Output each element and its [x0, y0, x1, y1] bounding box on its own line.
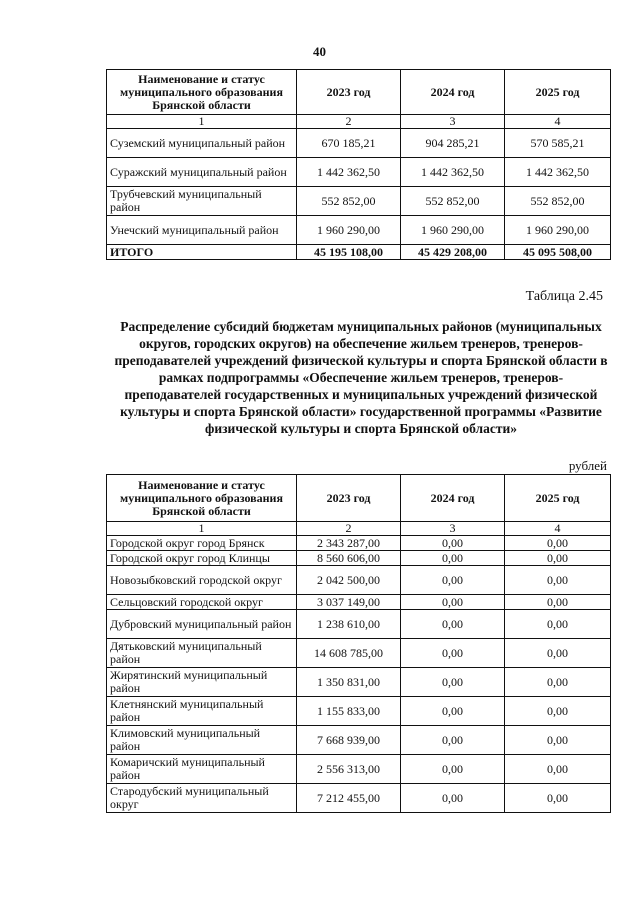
column-header-2024: 2024 год — [401, 475, 505, 522]
total-row — [107, 245, 611, 260]
municipality-cell: Суземский муниципальный район — [107, 129, 297, 158]
table-row — [107, 551, 611, 566]
subsidy-table-2-45 — [106, 474, 611, 813]
table-row — [107, 726, 611, 755]
table-label: Таблица 2.45 — [525, 289, 603, 304]
table-row — [107, 697, 611, 726]
municipality-cell: Дятьковский муниципальный район — [107, 639, 297, 668]
table-row — [107, 595, 611, 610]
amount-2023-cell: 14 608 785,00 — [297, 639, 401, 668]
municipality-cell: Городской округ город Брянск — [107, 536, 297, 551]
amount-2024-cell: 0,00 — [401, 566, 505, 595]
amount-2025-cell: 0,00 — [505, 566, 611, 595]
amount-2025-cell: 0,00 — [505, 668, 611, 697]
table-row — [107, 610, 611, 639]
amount-2023-cell: 552 852,00 — [297, 187, 401, 216]
amount-2024-cell: 0,00 — [401, 784, 505, 813]
page-number: 40 — [313, 44, 326, 59]
amount-2025-cell: 0,00 — [505, 536, 611, 551]
table-row — [107, 566, 611, 595]
amount-2023-cell: 1 238 610,00 — [297, 610, 401, 639]
index-cell: 3 — [401, 522, 505, 536]
municipality-cell: Комаричский муниципальный район — [107, 755, 297, 784]
table-row — [107, 639, 611, 668]
municipality-cell: Унечский муниципальный район — [107, 216, 297, 245]
index-cell: 3 — [401, 115, 505, 129]
subsidy-table-continued — [106, 69, 611, 260]
amount-2024-cell: 0,00 — [401, 551, 505, 566]
amount-2025-cell: 0,00 — [505, 784, 611, 813]
amount-2024-cell: 904 285,21 — [401, 129, 505, 158]
amount-2023-cell: 1 155 833,00 — [297, 697, 401, 726]
amount-2023-cell: 3 037 149,00 — [297, 595, 401, 610]
index-cell: 4 — [505, 115, 611, 129]
amount-2024-cell: 1 960 290,00 — [401, 216, 505, 245]
index-cell: 1 — [107, 115, 297, 129]
index-cell: 2 — [297, 522, 401, 536]
column-header-2025: 2025 год — [505, 70, 611, 115]
table-row — [107, 668, 611, 697]
municipality-cell: Трубчевский муниципальный район — [107, 187, 297, 216]
municipality-cell: Жирятинский муниципальный район — [107, 668, 297, 697]
amount-2024-cell: 0,00 — [401, 668, 505, 697]
municipality-cell: Дубровский муниципальный район — [107, 610, 297, 639]
column-header-municipality: Наименование и статус муниципального образования Брянской области — [107, 70, 297, 115]
column-index-row — [107, 115, 611, 129]
amount-2025-cell: 0,00 — [505, 610, 611, 639]
amount-2023-cell: 1 442 362,50 — [297, 158, 401, 187]
amount-2025-cell: 0,00 — [505, 639, 611, 668]
amount-2023-cell: 8 560 606,00 — [297, 551, 401, 566]
amount-2025-cell: 552 852,00 — [505, 187, 611, 216]
amount-2025-cell: 1 442 362,50 — [505, 158, 611, 187]
municipality-cell: Суражский муниципальный район — [107, 158, 297, 187]
index-cell: 1 — [107, 522, 297, 536]
total-2023-cell: 45 195 108,00 — [297, 245, 401, 260]
municipality-cell: Городской округ город Клинцы — [107, 551, 297, 566]
municipality-cell: Сельцовский городской округ — [107, 595, 297, 610]
municipality-cell: Стародубский муниципальный округ — [107, 784, 297, 813]
table-row — [107, 536, 611, 551]
amount-2025-cell: 0,00 — [505, 551, 611, 566]
amount-2023-cell: 1 960 290,00 — [297, 216, 401, 245]
index-cell: 2 — [297, 115, 401, 129]
amount-2023-cell: 7 668 939,00 — [297, 726, 401, 755]
table-row — [107, 755, 611, 784]
column-header-2024: 2024 год — [401, 70, 505, 115]
municipality-cell: Климовский муниципальный район — [107, 726, 297, 755]
total-2025-cell: 45 095 508,00 — [505, 245, 611, 260]
table-row — [107, 129, 611, 158]
table-row — [107, 158, 611, 187]
amount-2023-cell: 1 350 831,00 — [297, 668, 401, 697]
units-label: рублей — [568, 458, 607, 473]
amount-2023-cell: 670 185,21 — [297, 129, 401, 158]
column-header-2025: 2025 год — [505, 475, 611, 522]
table-row — [107, 187, 611, 216]
column-index-row — [107, 522, 611, 536]
amount-2023-cell: 2 556 313,00 — [297, 755, 401, 784]
amount-2024-cell: 0,00 — [401, 755, 505, 784]
amount-2024-cell: 0,00 — [401, 536, 505, 551]
index-cell: 4 — [505, 522, 611, 536]
table-heading: Распределение субсидий бюджетам муниципальных районов (муниципальных округов, городских округов) на обеспечение жильем тренеров, тренеров-преподавателей учреждений физической культуры и спорта Брянской области в рамках подпрограммы «Обеспечение жильем тренеров, тренеров-преподавателей государственных и муниципальных учреждений физической культуры и спорта Брянской области» государственной программы «Развитие физической культуры и спорта Брянской области» — [114, 319, 608, 436]
column-header-2023: 2023 год — [297, 475, 401, 522]
amount-2023-cell: 7 212 455,00 — [297, 784, 401, 813]
table-row — [107, 784, 611, 813]
total-label: ИТОГО — [107, 245, 297, 260]
column-header-2023: 2023 год — [297, 70, 401, 115]
amount-2024-cell: 0,00 — [401, 595, 505, 610]
municipality-cell: Новозыбковский городской округ — [107, 566, 297, 595]
amount-2025-cell: 0,00 — [505, 595, 611, 610]
amount-2023-cell: 2 042 500,00 — [297, 566, 401, 595]
amount-2025-cell: 0,00 — [505, 755, 611, 784]
table-row — [107, 216, 611, 245]
amount-2023-cell: 2 343 287,00 — [297, 536, 401, 551]
amount-2024-cell: 0,00 — [401, 610, 505, 639]
amount-2024-cell: 0,00 — [401, 639, 505, 668]
amount-2025-cell: 570 585,21 — [505, 129, 611, 158]
amount-2024-cell: 552 852,00 — [401, 187, 505, 216]
amount-2024-cell: 1 442 362,50 — [401, 158, 505, 187]
amount-2024-cell: 0,00 — [401, 726, 505, 755]
amount-2025-cell: 1 960 290,00 — [505, 216, 611, 245]
total-2024-cell: 45 429 208,00 — [401, 245, 505, 260]
column-header-municipality: Наименование и статус муниципального образования Брянской области — [107, 475, 297, 522]
municipality-cell: Клетнянский муниципальный район — [107, 697, 297, 726]
amount-2024-cell: 0,00 — [401, 697, 505, 726]
amount-2025-cell: 0,00 — [505, 697, 611, 726]
amount-2025-cell: 0,00 — [505, 726, 611, 755]
